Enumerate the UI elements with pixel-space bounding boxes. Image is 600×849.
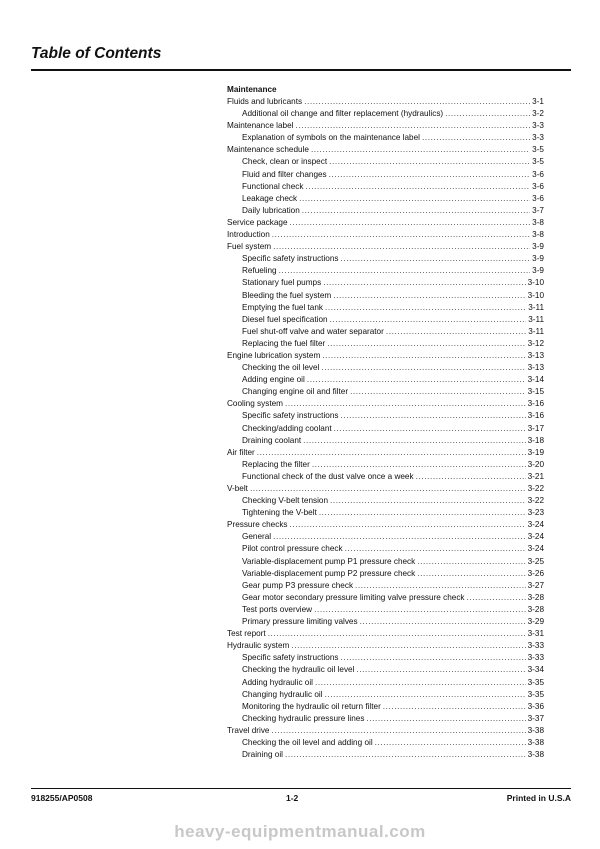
toc-entry-label: Gear motor secondary pressure limiting valve pressure check: [242, 592, 465, 602]
toc-leader-dots: [445, 108, 530, 120]
footer-rule: [31, 788, 571, 789]
toc-leader-dots: [279, 265, 531, 277]
toc-entry-page: 3-31: [527, 629, 544, 639]
toc-entry-label: Introduction: [227, 230, 270, 240]
toc-entry-page: 3-14: [527, 375, 544, 385]
toc-entry[interactable]: [227, 277, 544, 289]
toc-entry-page: 3-34: [527, 665, 544, 675]
toc-entry-label: Checking V-belt tension: [242, 496, 329, 506]
toc-leader-dots: [325, 689, 526, 701]
toc-leader-dots: [290, 217, 531, 229]
toc-leader-dots: [273, 241, 530, 253]
toc-entry[interactable]: [227, 253, 544, 265]
toc-entry-label: Functional check: [242, 181, 304, 191]
toc-entry[interactable]: [227, 229, 544, 241]
toc-leader-dots: [291, 640, 525, 652]
toc-leader-dots: [383, 701, 526, 713]
toc-entry-page: 3-38: [527, 725, 544, 735]
toc-entry-page: 3-38: [527, 750, 544, 760]
toc-leader-dots: [467, 592, 526, 604]
toc-entry[interactable]: [227, 749, 544, 761]
toc-entry[interactable]: [227, 628, 544, 640]
toc-entry[interactable]: [227, 725, 544, 737]
toc-entry-label: Fuel system: [227, 242, 272, 252]
toc-entry-label: General: [242, 532, 272, 542]
toc-entry-page: 3-16: [527, 399, 544, 409]
toc-entry[interactable]: [227, 156, 544, 168]
toc-entry-label: Primary pressure limiting valves: [242, 617, 358, 627]
toc-entry-page: 3-37: [527, 713, 544, 723]
toc-leader-dots: [305, 181, 530, 193]
toc-entry-label: Adding engine oil: [242, 375, 305, 385]
toc-entry-label: Gear pump P3 pressure check: [242, 580, 354, 590]
toc-entry-page: 3-3: [532, 133, 544, 143]
toc-entry-label: Replacing the filter: [242, 459, 310, 469]
toc-entry[interactable]: [227, 169, 544, 181]
toc-entry-label: Draining oil: [242, 750, 283, 760]
toc-entry-page: 3-3: [532, 121, 544, 131]
toc-entry-page: 3-26: [527, 568, 544, 578]
toc-entry-page: 3-9: [532, 242, 544, 252]
toc-entry[interactable]: [227, 217, 544, 229]
toc-leader-dots: [340, 410, 525, 422]
toc-entry[interactable]: [227, 181, 544, 193]
toc-entry[interactable]: [227, 350, 544, 362]
toc-entry-page: 3-33: [527, 653, 544, 663]
toc-entry-label: Check, clean or inspect: [242, 157, 328, 167]
toc-entry-label: Checking the oil level and adding oil: [242, 737, 373, 747]
toc-entry-page: 3-7: [532, 205, 544, 215]
toc-entry[interactable]: [227, 193, 544, 205]
toc-entry-label: Fluids and lubricants: [227, 97, 303, 106]
toc-leader-dots: [268, 628, 526, 640]
footer-page-number: 1-2: [286, 793, 299, 803]
toc-entry-label: Monitoring the hydraulic oil return filter: [242, 701, 381, 711]
toc-entry-label: Changing hydraulic oil: [242, 689, 323, 699]
toc-leader-dots: [366, 713, 525, 725]
toc-entry-page: 3-17: [527, 423, 544, 433]
toc-entry[interactable]: [227, 604, 544, 616]
toc-entry-page: 3-18: [527, 435, 544, 445]
toc-leader-dots: [329, 169, 531, 181]
toc-leader-dots: [304, 96, 530, 108]
toc-entry[interactable]: [227, 241, 544, 253]
toc-leader-dots: [299, 193, 530, 205]
toc-leader-dots: [290, 519, 526, 531]
toc-entry-label: Variable-displacement pump P1 pressure check: [242, 556, 416, 566]
toc-leader-dots: [250, 483, 526, 495]
toc-entry[interactable]: [227, 471, 544, 483]
toc-entry-page: 3-33: [527, 641, 544, 651]
toc-leader-dots: [356, 664, 525, 676]
toc-entry[interactable]: [227, 616, 544, 628]
toc-entry-page: 3-5: [532, 157, 544, 167]
toc-leader-dots: [327, 338, 525, 350]
toc-entry-page: 3-13: [527, 350, 544, 360]
toc-entry[interactable]: [227, 326, 544, 338]
toc-leader-dots: [321, 362, 525, 374]
toc-entry-label: Changing engine oil and filter: [242, 387, 349, 397]
toc-entry-label: Replacing the fuel filter: [242, 338, 326, 348]
toc-entry[interactable]: [227, 144, 544, 156]
page-title: Table of Contents: [31, 45, 162, 62]
toc-leader-dots: [355, 580, 526, 592]
toc-entry[interactable]: [227, 640, 544, 652]
toc-entry[interactable]: [227, 531, 544, 543]
toc-entry-label: Checking hydraulic pressure lines: [242, 713, 365, 723]
toc-entry-label: Test ports overview: [242, 604, 313, 614]
toc-entry-page: 3-1: [532, 97, 544, 106]
toc-leader-dots: [329, 156, 530, 168]
toc-entry-label: Specific safety instructions: [242, 653, 339, 663]
toc-leader-dots: [312, 459, 526, 471]
toc-entry-page: 3-29: [527, 617, 544, 627]
toc-leader-dots: [323, 277, 525, 289]
toc-entry-label: Checking the hydraulic oil level: [242, 665, 355, 675]
toc-entry[interactable]: [227, 290, 544, 302]
toc-entry-label: Checking/adding coolant: [242, 423, 332, 433]
header-rule: [31, 69, 571, 71]
toc-entry[interactable]: [227, 205, 544, 217]
toc-entry[interactable]: [227, 483, 544, 495]
toc-entry-page: 3-12: [527, 338, 544, 348]
toc-entry-page: 3-19: [527, 447, 544, 457]
toc-entry[interactable]: [227, 108, 544, 120]
toc-entry-label: Hydraulic system: [227, 641, 290, 651]
footer-printed: Printed in U.S.A: [506, 793, 571, 803]
toc-entry-page: 3-35: [527, 677, 544, 687]
toc-entry-page: 3-5: [532, 145, 544, 155]
toc-entry-label: Maintenance label: [227, 121, 294, 131]
toc-entry[interactable]: [227, 556, 544, 568]
toc-entry-page: 3-24: [527, 520, 544, 530]
toc-leader-dots: [416, 471, 526, 483]
toc-entry[interactable]: [227, 435, 544, 447]
toc-entry-page: 3-28: [527, 604, 544, 614]
toc-entry[interactable]: [227, 398, 544, 410]
toc-entry-label: Fuel shut-off valve and water separator: [242, 326, 384, 336]
toc-leader-dots: [330, 495, 526, 507]
toc-entry[interactable]: [227, 302, 544, 314]
toc-entry-page: 3-36: [527, 701, 544, 711]
toc-entry-page: 3-20: [527, 459, 544, 469]
toc-entry[interactable]: [227, 580, 544, 592]
toc-entry[interactable]: [227, 664, 544, 676]
toc-entry[interactable]: [227, 701, 544, 713]
toc-entry[interactable]: [227, 677, 544, 689]
toc-entry[interactable]: [227, 338, 544, 350]
toc-leader-dots: [386, 326, 526, 338]
toc-entry-page: 3-8: [532, 230, 544, 240]
toc-entry-page: 3-2: [532, 109, 544, 119]
toc-entry-page: 3-11: [528, 302, 544, 312]
toc-entry-label: Adding hydraulic oil: [242, 677, 314, 687]
toc-entry-label: Specific safety instructions: [242, 254, 339, 264]
toc-entry-page: 3-9: [532, 254, 544, 264]
toc-entry[interactable]: [227, 120, 544, 132]
toc-entry-page: 3-28: [527, 592, 544, 602]
toc-entry-page: 3-11: [528, 326, 544, 336]
toc-leader-dots: [272, 229, 530, 241]
toc-leader-dots: [334, 423, 526, 435]
toc-entry-page: 3-16: [527, 411, 544, 421]
toc-entry[interactable]: [227, 592, 544, 604]
toc-entry-page: 3-8: [532, 217, 544, 227]
toc-leader-dots: [311, 144, 530, 156]
toc-entry-label: Service package: [227, 217, 288, 227]
toc-entry-label: Travel drive: [227, 725, 270, 735]
toc-entry[interactable]: [227, 447, 544, 459]
toc-leader-dots: [303, 435, 525, 447]
toc-entry-page: 3-15: [527, 387, 544, 397]
toc-entry[interactable]: [227, 507, 544, 519]
toc-entry[interactable]: [227, 652, 544, 664]
toc-entry-label: Specific safety instructions: [242, 411, 339, 421]
toc-entry[interactable]: [227, 543, 544, 555]
toc-entry[interactable]: [227, 386, 544, 398]
toc-entry-label: Pilot control pressure check: [242, 544, 343, 554]
toc-entry[interactable]: [227, 265, 544, 277]
toc-entry[interactable]: [227, 362, 544, 374]
toc-entry-label: Variable-displacement pump P2 pressure check: [242, 568, 416, 578]
toc-leader-dots: [350, 386, 526, 398]
toc-entry[interactable]: [227, 132, 544, 144]
toc-entry-label: Functional check of the dust valve once a week: [242, 471, 414, 481]
toc-entry[interactable]: [227, 519, 544, 531]
toc-entry-label: Draining coolant: [242, 435, 302, 445]
footer-doc-number: 918255/AP0508: [31, 793, 93, 803]
toc-entries-list: [227, 96, 544, 761]
toc-entry[interactable]: [227, 374, 544, 386]
toc-entry-label: Daily lubrication: [242, 205, 300, 215]
toc-leader-dots: [322, 350, 525, 362]
toc-entry-page: 3-21: [527, 471, 544, 481]
toc-entry-page: 3-35: [527, 689, 544, 699]
toc-leader-dots: [417, 568, 525, 580]
toc-entry[interactable]: [227, 314, 544, 326]
toc-entry[interactable]: [227, 410, 544, 422]
toc-leader-dots: [375, 737, 526, 749]
toc-entry-label: Additional oil change and filter replacement (hydraulics): [242, 109, 444, 119]
toc-leader-dots: [273, 531, 525, 543]
toc-leader-dots: [340, 652, 525, 664]
toc-entry-page: 3-22: [527, 496, 544, 506]
toc-leader-dots: [422, 132, 530, 144]
toc-entry-page: 3-27: [527, 580, 544, 590]
toc-entry-page: 3-10: [527, 290, 544, 300]
table-of-contents: [227, 84, 544, 761]
toc-leader-dots: [257, 447, 526, 459]
toc-entry[interactable]: [227, 459, 544, 471]
toc-entry-label: Explanation of symbols on the maintenance label: [242, 133, 420, 143]
toc-entry-page: 3-11: [528, 314, 544, 324]
toc-entry[interactable]: [227, 495, 544, 507]
toc-entry-page: 3-25: [527, 556, 544, 566]
toc-entry-page: 3-10: [527, 278, 544, 288]
toc-entry-page: 3-9: [532, 266, 544, 276]
toc-section-heading: Maintenance: [227, 85, 277, 94]
toc-entry-label: Maintenance schedule: [227, 145, 309, 155]
toc-entry[interactable]: [227, 713, 544, 725]
toc-leader-dots: [325, 302, 526, 314]
toc-entry-label: Engine lubrication system: [227, 350, 321, 360]
toc-entry-label: V-belt: [227, 484, 248, 493]
toc-leader-dots: [345, 543, 526, 555]
toc-leader-dots: [333, 290, 525, 302]
toc-entry[interactable]: [227, 737, 544, 749]
toc-entry-page: 3-22: [527, 484, 544, 493]
toc-leader-dots: [302, 205, 530, 217]
toc-leader-dots: [295, 120, 530, 132]
toc-entry-label: Fluid and filter changes: [242, 169, 327, 179]
toc-entry[interactable]: [227, 423, 544, 435]
toc-leader-dots: [417, 556, 525, 568]
toc-entry-label: Air filter: [227, 447, 255, 457]
toc-entry-page: 3-24: [527, 544, 544, 554]
toc-entry-label: Leakage check: [242, 193, 298, 203]
toc-entry-page: 3-13: [527, 363, 544, 373]
toc-entry-label: Bleeding the fuel system: [242, 290, 332, 300]
toc-entry-page: 3-6: [532, 193, 544, 203]
toc-entry-label: Test report: [227, 629, 266, 639]
watermark: heavy-equipmentmanual.com: [174, 822, 426, 841]
toc-entry[interactable]: [227, 568, 544, 580]
toc-leader-dots: [285, 749, 526, 761]
toc-leader-dots: [315, 677, 526, 689]
toc-entry-label: Tightening the V-belt: [242, 508, 317, 518]
toc-leader-dots: [360, 616, 526, 628]
toc-entry-page: 3-23: [527, 508, 544, 518]
toc-entry[interactable]: [227, 689, 544, 701]
toc-entry-page: 3-24: [527, 532, 544, 542]
toc-entry-label: Refueling: [242, 266, 277, 276]
toc-leader-dots: [285, 398, 526, 410]
toc-entry-label: Pressure checks: [227, 520, 288, 530]
toc-entry-label: Cooling system: [227, 399, 283, 409]
toc-entry-page: 3-6: [532, 181, 544, 191]
toc-leader-dots: [314, 604, 526, 616]
toc-entry-page: 3-38: [527, 737, 544, 747]
toc-entry-label: Emptying the fuel tank: [242, 302, 324, 312]
toc-entry-label: Checking the oil level: [242, 363, 320, 373]
toc-entry-label: Stationary fuel pumps: [242, 278, 322, 288]
toc-entry-label: Diesel fuel specification: [242, 314, 328, 324]
toc-leader-dots: [330, 314, 527, 326]
toc-leader-dots: [271, 725, 525, 737]
toc-leader-dots: [340, 253, 530, 265]
toc-leader-dots: [307, 374, 526, 386]
toc-leader-dots: [319, 507, 526, 519]
toc-entry[interactable]: [227, 96, 544, 108]
toc-entry-page: 3-6: [532, 169, 544, 179]
